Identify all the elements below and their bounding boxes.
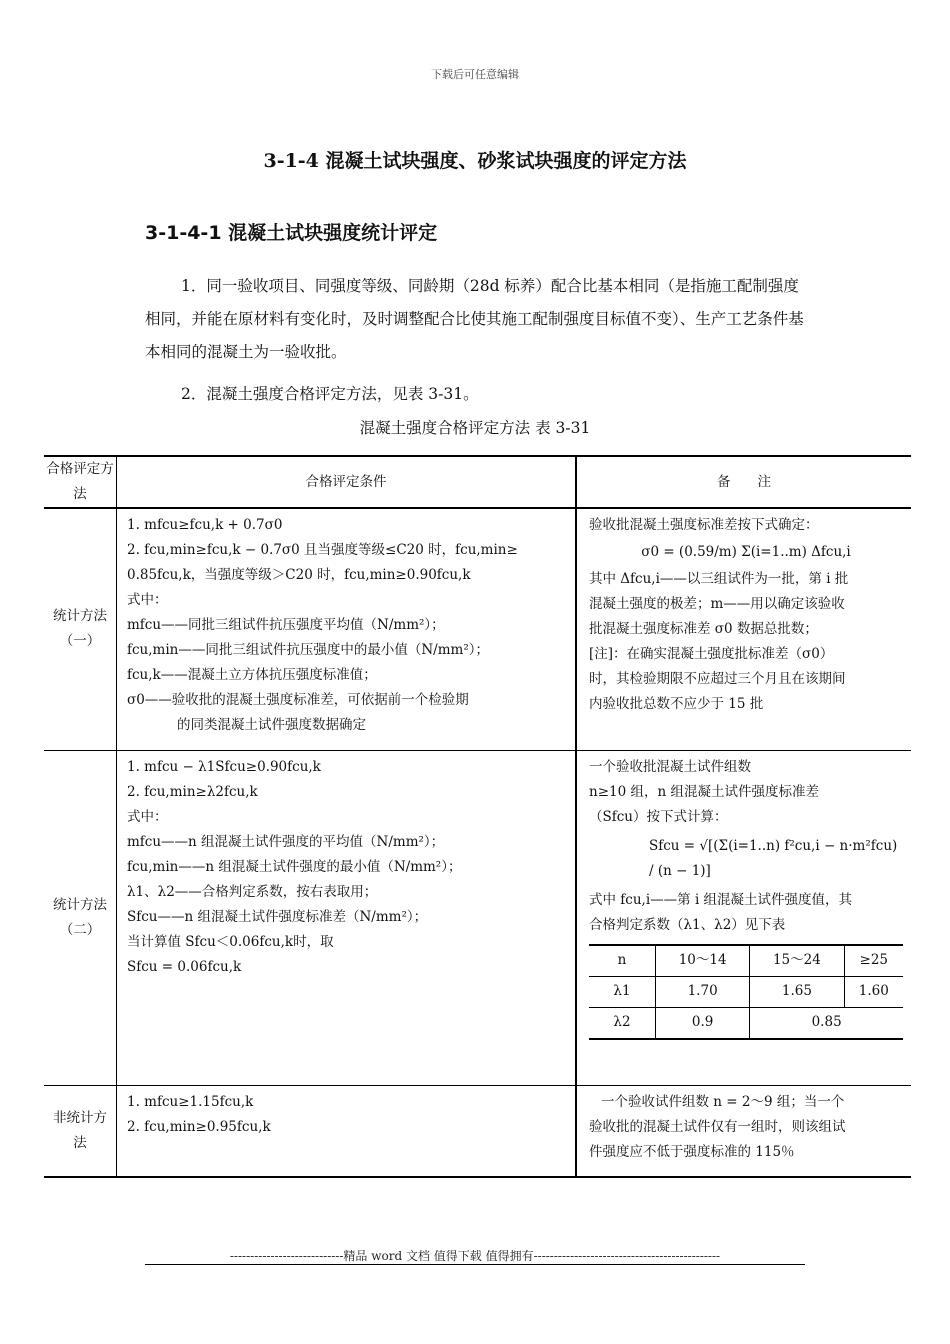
conditions-cell <box>117 750 577 1085</box>
note-line: 混凝土强度的极差；m——用以确定该验收 <box>589 596 845 612</box>
document-title: 3-1-4 混凝土试块强度、砂浆试块强度的评定方法 <box>263 150 687 172</box>
condition-line: 的同类混凝土试件强度数据确定 <box>177 717 366 733</box>
table-row-statistical-1 <box>44 508 911 750</box>
notes-intro: 一个验收批混凝土试件组数 <box>589 758 751 775</box>
header-note: 下载后可任意编辑 <box>431 68 519 81</box>
table-header-row <box>44 456 911 508</box>
condition-line: mfcu——同批三组试件抗压强度平均值（N/mm²）； <box>127 617 445 633</box>
footer-text: ----------------------------精品 word 文档 值得下载 值得拥有---------------------------------------------- <box>229 1249 721 1263</box>
paragraph-2: 2．混凝土强度合格评定方法，见表 3-31。 <box>181 385 479 403</box>
note-line: 式中 fcu,i——第 i 组混凝土试件强度值，其 <box>589 891 853 908</box>
paragraph-1: 1．同一验收项目、同强度等级、同龄期（28d 标养）配合比基本相同（是指施工配制强度相同，并能在原材料有变化时，及时调整配合比使其施工配制强度目标值不变）、生产工艺条件基本相同的混凝土为一验收批。 <box>145 277 804 361</box>
header-method: 合格评定方法 <box>44 456 117 508</box>
evaluation-table <box>44 455 911 1178</box>
note-line: 时，其检验期限不应超过三个月且在该期间 <box>589 671 846 687</box>
condition-line: 2. fcu,min≥λ2fcu,k <box>127 783 258 800</box>
condition-line: 0.85fcu,k，当强度等级＞C20 时，fcu,min≥0.90fcu,k <box>127 567 471 583</box>
coef-cell: λ2 <box>589 1007 656 1039</box>
condition-line: 式中： <box>127 592 168 608</box>
method-cell: 统计方法（一） <box>44 508 117 750</box>
std-dev-formula: Sfcu = √[(Σ(i=1..n) f²cu,i − n·m²fcu) / (n − 1)] <box>649 837 898 879</box>
note-line: 件强度应不低于强度标准的 115％ <box>589 1143 795 1160</box>
note-line: 批混凝土强度标准差 σ0 数据总批数； <box>589 621 818 637</box>
coefficient-table <box>589 944 903 1040</box>
notes-cell <box>576 1085 911 1177</box>
coef-lambda2-row <box>589 1007 903 1039</box>
header-conditions: 合格评定条件 <box>117 456 577 508</box>
note-line: 合格判定系数（λ1、λ2）见下表 <box>589 916 786 933</box>
note-line: 内验收批总数不应少于 15 批 <box>589 696 764 712</box>
notes-intro: （Sfcu）按下式计算： <box>589 808 728 825</box>
condition-line: 1. mfcu≥fcu,k + 0.7σ0 <box>127 517 283 533</box>
coef-cell: 1.70 <box>656 976 750 1007</box>
note-line: 其中 Δfcu,i——以三组试件为一批，第 i 批 <box>589 571 849 587</box>
coef-cell: 10～14 <box>656 945 750 977</box>
notes-cell <box>576 750 911 1085</box>
note-line: 一个验收试件组数 n = 2～9 组；当一个 <box>601 1093 845 1110</box>
condition-line: Sfcu = 0.06fcu,k <box>127 958 242 975</box>
condition-line: 1. mfcu − λ1Sfcu≥0.90fcu,k <box>127 758 321 775</box>
coef-cell: n <box>589 945 656 977</box>
footer-divider <box>145 1264 805 1265</box>
note-line: [注]：在确实混凝土强度批标准差（σ0） <box>589 646 834 662</box>
condition-line: 当计算值 Sfcu＜0.06fcu,k时，取 <box>127 933 334 950</box>
condition-line: fcu,min——n 组混凝土试件强度的最小值（N/mm²）； <box>127 858 462 875</box>
conditions-cell <box>117 1085 577 1177</box>
sigma-formula: σ0 = (0.59/m) Σ(i=1..m) Δfcu,i <box>641 544 851 560</box>
notes-intro: 验收批混凝土强度标准差按下式确定： <box>589 517 819 533</box>
table-caption: 混凝土强度合格评定方法 表 3-31 <box>359 419 591 437</box>
section-title: 3-1-4-1 混凝土试块强度统计评定 <box>145 222 438 244</box>
condition-line: σ0——验收批的混凝土强度标准差，可依据前一个检验期 <box>127 692 469 708</box>
condition-line: 2. fcu,min≥fcu,k − 0.7σ0 且当强度等级≤C20 时，fcu,min≥ <box>127 542 518 558</box>
note-line: 验收批的混凝土试件仅有一组时，则该组试 <box>589 1118 846 1135</box>
condition-line: fcu,k——混凝土立方体抗压强度标准值； <box>127 667 377 683</box>
coef-lambda1-row <box>589 976 903 1007</box>
coef-cell: 1.60 <box>844 976 903 1007</box>
condition-line: mfcu——n 组混凝土试件强度的平均值（N/mm²）； <box>127 833 445 850</box>
notes-cell <box>576 508 911 750</box>
header-notes: 备 注 <box>576 456 911 508</box>
condition-line: 1. mfcu≥1.15fcu,k <box>127 1093 254 1110</box>
conditions-cell <box>117 508 577 750</box>
method-cell: 统计方法（二） <box>44 750 117 1085</box>
notes-intro: n≥10 组，n 组混凝土试件强度标准差 <box>589 783 819 800</box>
coef-cell: 0.85 <box>750 1007 903 1039</box>
condition-line: Sfcu——n 组混凝土试件强度标准差（N/mm²）； <box>127 908 428 925</box>
method-cell: 非统计方法 <box>44 1085 117 1177</box>
condition-line: 式中： <box>127 808 168 825</box>
coef-header-row <box>589 945 903 977</box>
coef-cell: ≥25 <box>844 945 903 977</box>
coef-cell: 0.9 <box>656 1007 750 1039</box>
condition-line: 2. fcu,min≥0.95fcu,k <box>127 1118 271 1135</box>
condition-line: λ1、λ2——合格判定系数，按右表取用； <box>127 883 378 900</box>
table-row-non-statistical <box>44 1085 911 1177</box>
coef-cell: 1.65 <box>750 976 844 1007</box>
coef-cell: 15～24 <box>750 945 844 977</box>
table-row-statistical-2 <box>44 750 911 1085</box>
coef-cell: λ1 <box>589 976 656 1007</box>
condition-line: fcu,min——同批三组试件抗压强度中的最小值（N/mm²）； <box>127 642 489 658</box>
